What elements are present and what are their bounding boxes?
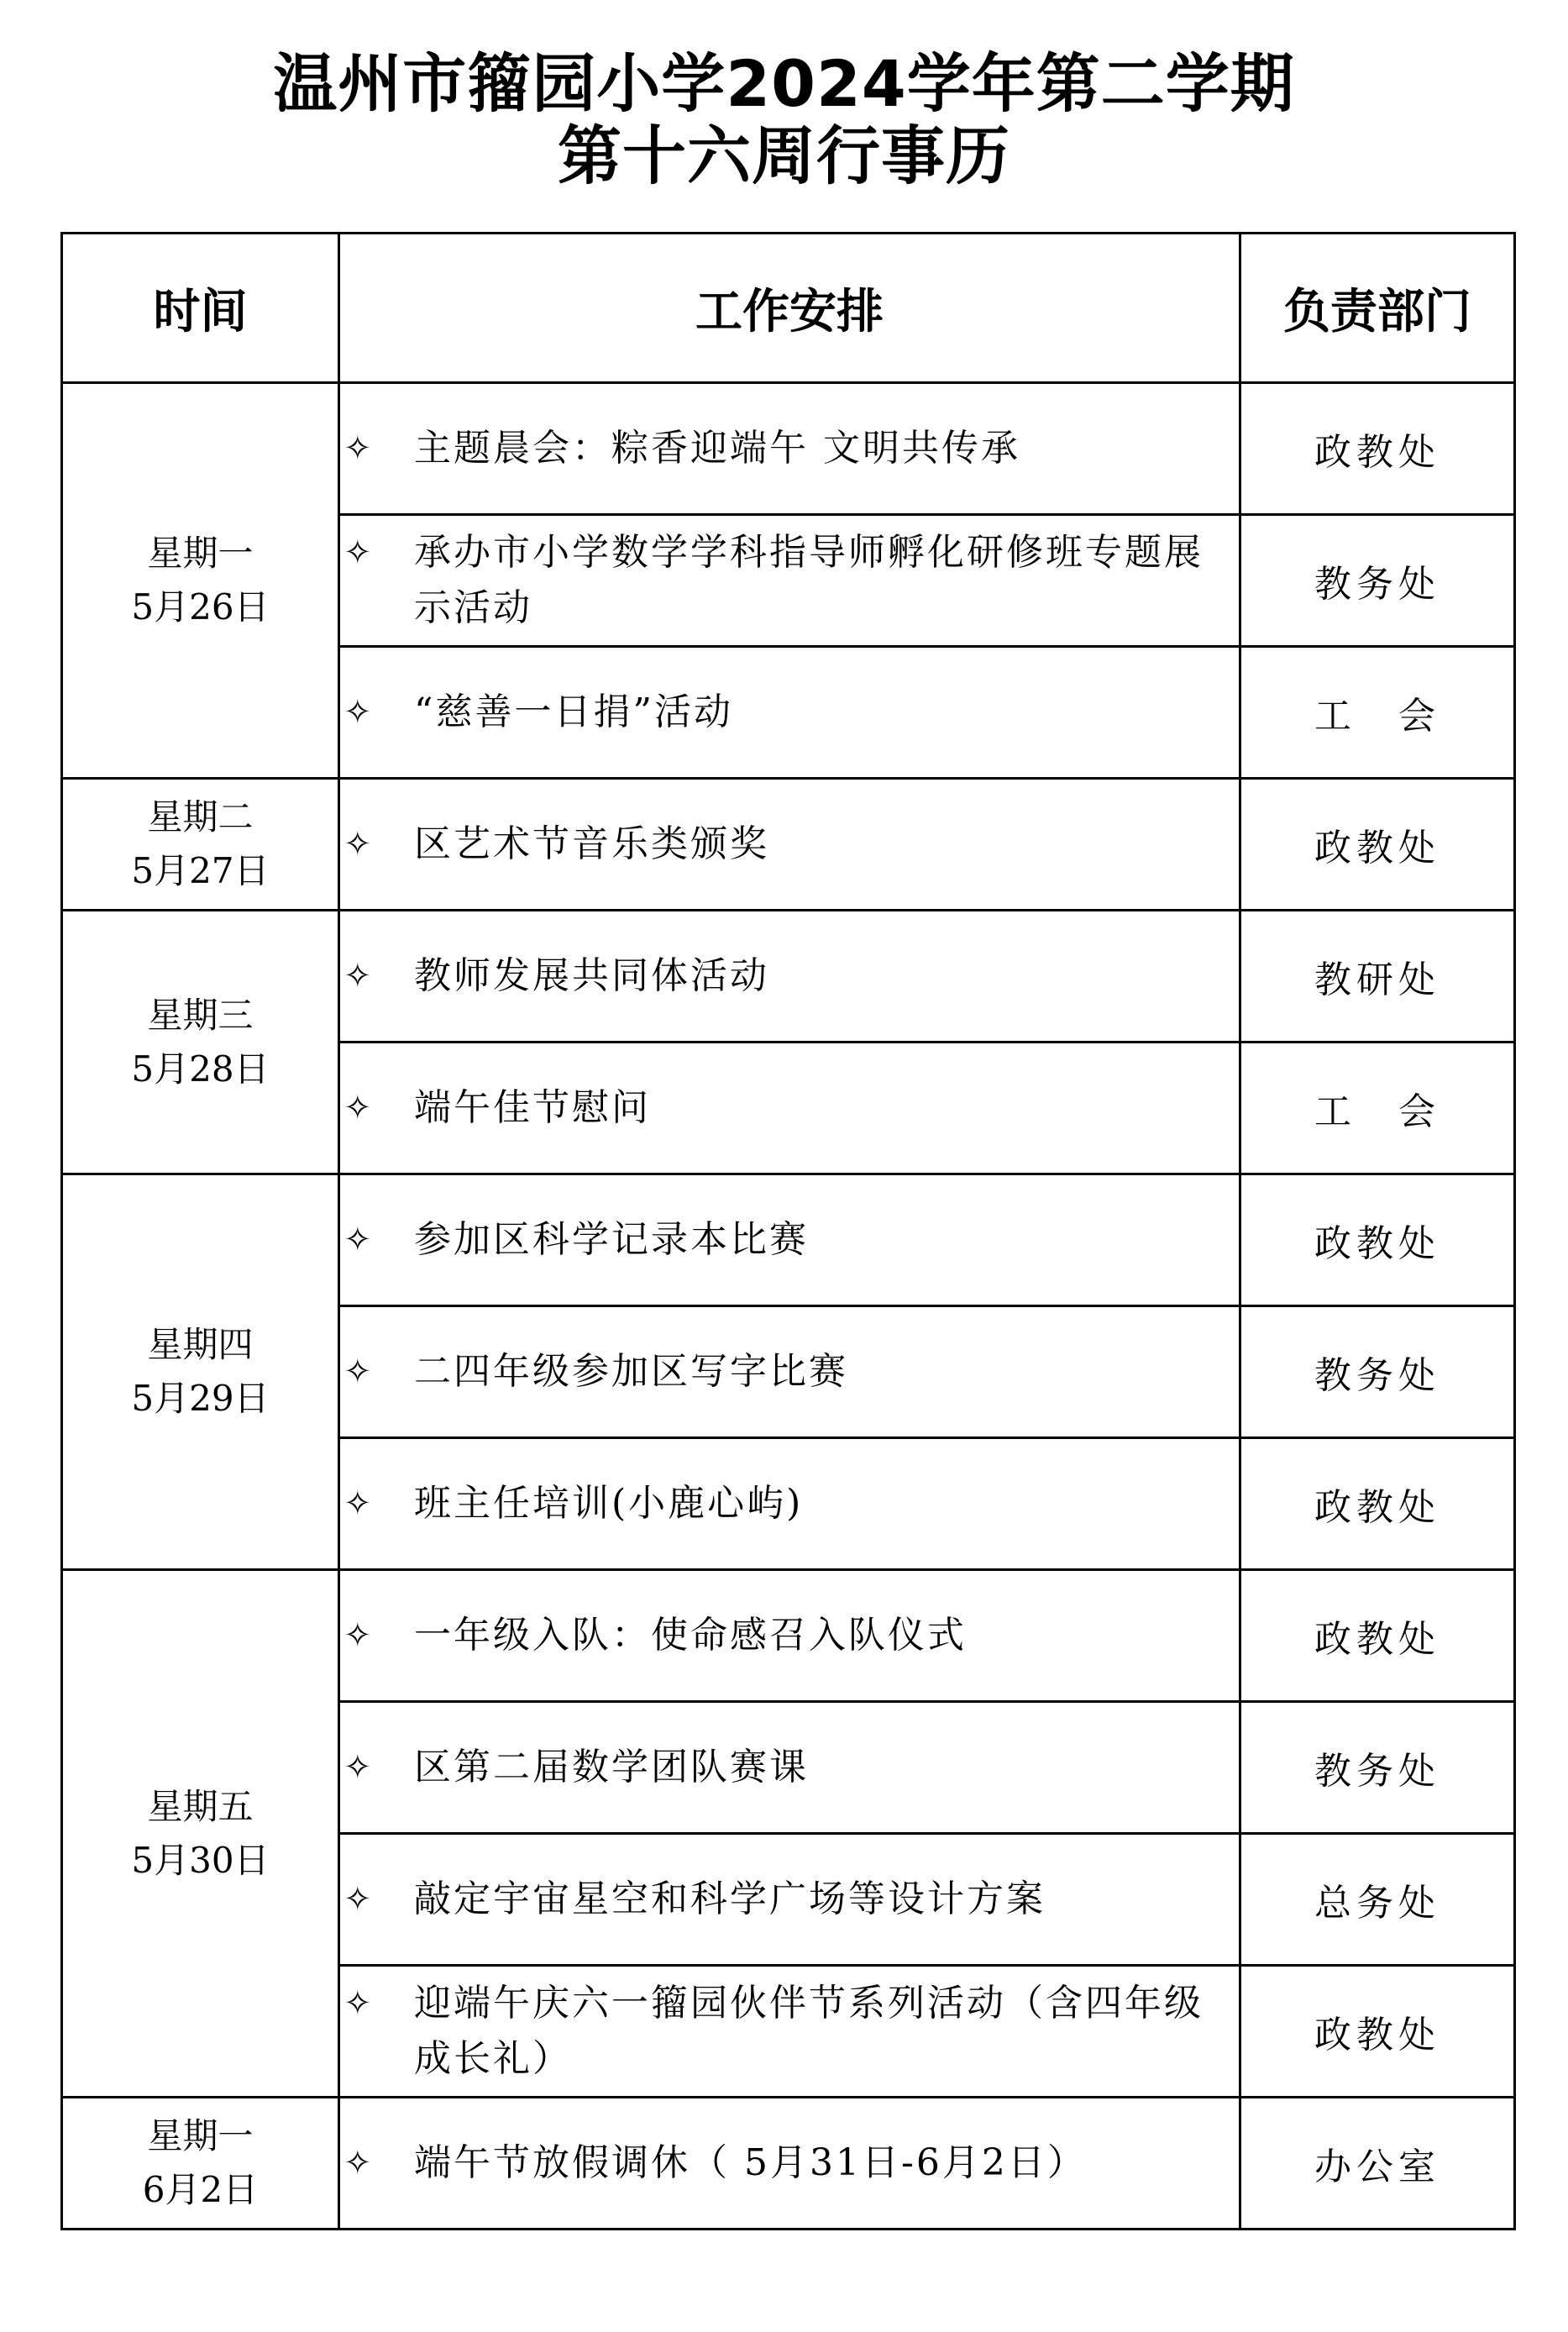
weekday-label: 星期一: [147, 2115, 254, 2156]
header-work: 工作安排: [339, 234, 1240, 383]
four-point-star-outline-icon: ✧: [343, 825, 372, 864]
department-cell: 教务处: [1240, 1306, 1515, 1438]
weekday-label: 星期二: [147, 796, 254, 838]
header-row: [62, 234, 1515, 383]
task-text: 教师发展共同体活动: [414, 954, 769, 997]
task-text: 迎端午庆六一籀园伙伴节系列活动（含四年级成长礼）: [414, 1982, 1204, 2080]
department-cell: 教研处: [1240, 911, 1515, 1043]
table-row: [62, 779, 1515, 911]
date-label: 6月2日: [142, 2169, 259, 2210]
four-point-star-outline-icon: ✧: [343, 693, 372, 732]
four-point-star-outline-icon: ✧: [343, 1880, 372, 1919]
department-cell: 政教处: [1240, 1570, 1515, 1702]
four-point-star-outline-icon: ✧: [343, 1748, 372, 1787]
task-cell: [339, 1043, 1240, 1174]
task-cell: [339, 1966, 1240, 2098]
task-text: 参加区科学记录本比赛: [414, 1218, 809, 1261]
task-text: 敲定宇宙星空和科学广场等设计方案: [414, 1878, 1046, 1920]
department-cell: 政教处: [1240, 1966, 1515, 2098]
day-cell: [62, 1174, 339, 1570]
department-cell: 教务处: [1240, 515, 1515, 647]
schedule-table: [60, 232, 1516, 2230]
department-cell: 政教处: [1240, 1174, 1515, 1306]
header-dept: 负责部门: [1240, 234, 1515, 383]
weekday-label: 星期一: [147, 533, 254, 574]
task-text: 主题晨会：粽香迎端午 文明共传承: [414, 427, 1020, 470]
department-cell: 教务处: [1240, 1702, 1515, 1834]
document-title-line1: 温州市籀园小学2024学年第二学期: [273, 46, 1295, 121]
four-point-star-outline-icon: ✧: [343, 1352, 372, 1391]
day-cell: [62, 1570, 339, 2098]
task-text: 区第二届数学团队赛课: [414, 1746, 809, 1788]
table-row: [62, 1570, 1515, 1702]
task-cell: [339, 2098, 1240, 2230]
department-cell: 工 会: [1240, 647, 1515, 779]
four-point-star-outline-icon: ✧: [343, 533, 372, 572]
table-row: [62, 383, 1515, 515]
task-cell: [339, 647, 1240, 779]
four-point-star-outline-icon: ✧: [343, 957, 372, 995]
department-cell: 总务处: [1240, 1834, 1515, 1966]
four-point-star-outline-icon: ✧: [343, 429, 372, 468]
date-label: 5月28日: [131, 1048, 270, 1090]
document-title-line2: 第十六周行事历: [558, 118, 1010, 193]
table-row: [62, 2098, 1515, 2230]
task-cell: [339, 1834, 1240, 1966]
four-point-star-outline-icon: ✧: [343, 1221, 372, 1259]
department-cell: 政教处: [1240, 1438, 1515, 1570]
task-text: 端午佳节慰问: [414, 1086, 651, 1129]
table-row: [62, 1174, 1515, 1306]
weekday-label: 星期五: [147, 1785, 254, 1827]
day-cell: [62, 911, 339, 1174]
task-text: 承办市小学数学学科指导师孵化研修班专题展示活动: [414, 531, 1204, 629]
day-cell: [62, 383, 339, 779]
task-cell: [339, 779, 1240, 911]
task-cell: [339, 911, 1240, 1043]
four-point-star-outline-icon: ✧: [343, 2144, 372, 2182]
task-text: 班主任培训(小鹿心屿): [414, 1482, 804, 1525]
task-cell: [339, 1702, 1240, 1834]
task-text: 端午节放假调休（ 5月31日-6月2日）: [414, 2141, 1087, 2184]
weekday-label: 星期三: [147, 994, 254, 1036]
header-time: 时间: [62, 234, 339, 383]
weekday-label: 星期四: [147, 1324, 254, 1365]
table-row: [62, 911, 1515, 1043]
schedule-body: [62, 383, 1515, 2230]
date-label: 5月26日: [131, 586, 270, 628]
date-label: 5月27日: [131, 850, 270, 891]
task-text: 区艺术节音乐类颁奖: [414, 822, 769, 865]
four-point-star-outline-icon: ✧: [343, 1616, 372, 1655]
four-point-star-outline-icon: ✧: [343, 1484, 372, 1523]
task-cell: [339, 515, 1240, 647]
day-cell: [62, 2098, 339, 2230]
task-cell: [339, 383, 1240, 515]
department-cell: 办公室: [1240, 2098, 1515, 2230]
task-cell: [339, 1570, 1240, 1702]
task-text: 一年级入队：使命感召入队仪式: [414, 1614, 967, 1657]
task-cell: [339, 1306, 1240, 1438]
task-text: “慈善一日捐”活动: [414, 691, 733, 733]
task-cell: [339, 1174, 1240, 1306]
task-cell: [339, 1438, 1240, 1570]
task-text: 二四年级参加区写字比赛: [414, 1350, 848, 1393]
four-point-star-outline-icon: ✧: [343, 1089, 372, 1127]
date-label: 5月29日: [131, 1378, 270, 1419]
department-cell: 工 会: [1240, 1043, 1515, 1174]
day-cell: [62, 779, 339, 911]
four-point-star-outline-icon: ✧: [343, 1984, 372, 2023]
department-cell: 政教处: [1240, 779, 1515, 911]
department-cell: 政教处: [1240, 383, 1515, 515]
date-label: 5月30日: [131, 1839, 270, 1881]
